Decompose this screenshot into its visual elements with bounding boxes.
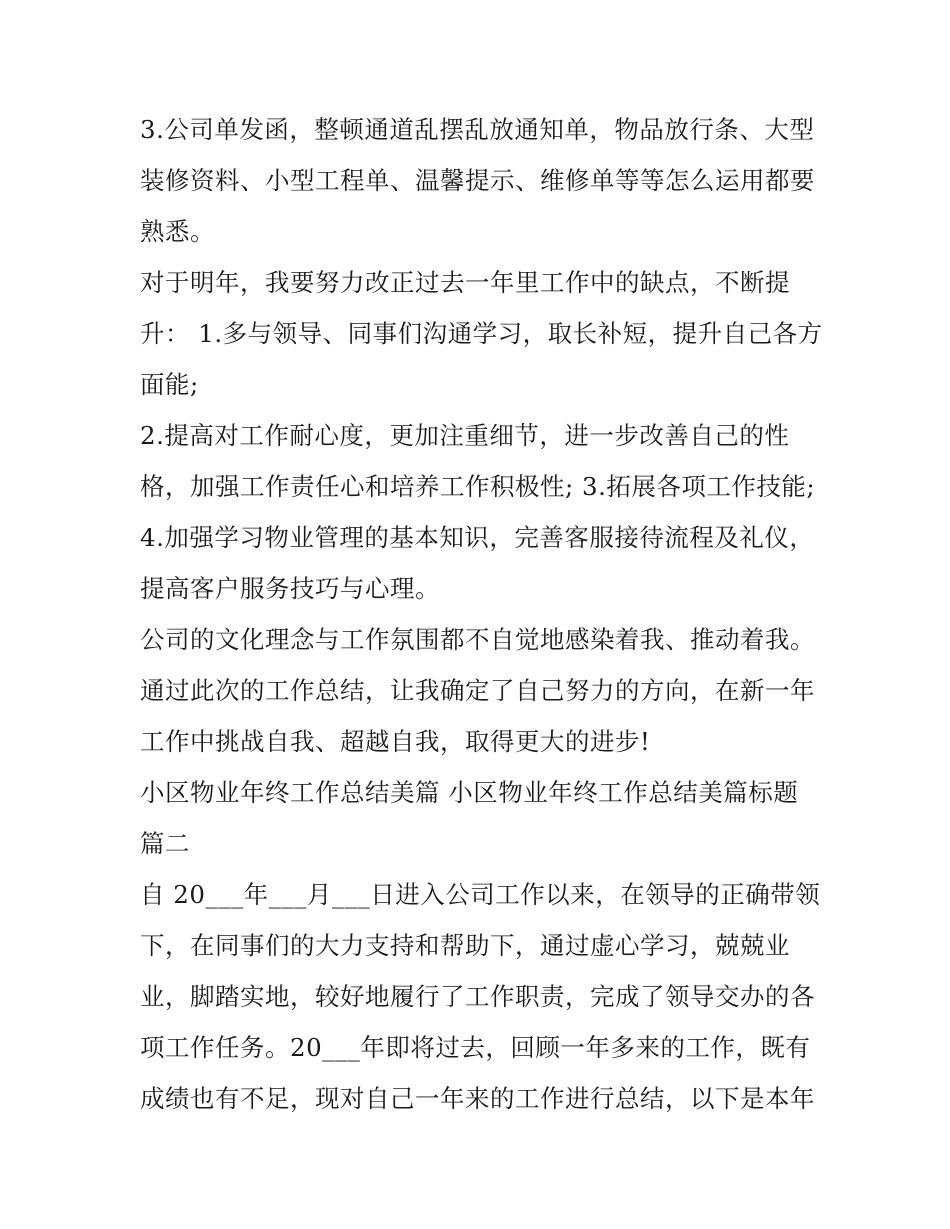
text-line: 面能; [140,370,199,399]
text-line: 4.加强学习物业管理的基本知识，完善客服接待流程及礼仪， [140,523,815,552]
text-line: 项工作任务。20___年即将过去，回顾一年多来的工作，既有 [140,1033,811,1062]
text-line: 自 20___年___月___日进入公司工作以来，在领导的正确带领 [140,880,821,909]
text-line: 升： 1.多与领导、同事们沟通学习，取长补短，提升自己各方 [140,319,823,348]
text-line: 2.提高对工作耐心度，更加注重细节，进一步改善自己的性 [140,421,790,450]
section-heading: 篇二 [140,829,190,858]
text-line: 通过此次的工作总结，让我确定了自己努力的方向，在新一年 [140,676,815,705]
text-line: 装修资料、小型工程单、温馨提示、维修单等等怎么运用都要 [140,166,815,195]
text-line: 下，在同事们的大力支持和帮助下，通过虚心学习，兢兢业 [140,931,790,960]
text-line: 对于明年，我要努力改正过去一年里工作中的缺点，不断提 [140,268,790,297]
section-heading: 小区物业年终工作总结美篇 小区物业年终工作总结美篇标题 [140,778,799,807]
text-line: 工作中挑战自我、超越自我，取得更大的进步! [140,727,651,756]
text-line: 成绩也有不足，现对自己一年来的工作进行总结，以下是本年 [140,1084,815,1113]
text-line: 提高客户服务技巧与心理。 [140,574,440,603]
text-line: 业，脚踏实地，较好地履行了工作职责，完成了领导交办的各 [140,982,815,1011]
text-line: 3.公司单发函，整顿通道乱摆乱放通知单，物品放行条、大型 [140,115,815,144]
text-line: 熟悉。 [140,217,215,246]
text-line: 格，加强工作责任心和培养工作积极性; 3.拓展各项工作技能; [140,472,816,501]
text-line: 公司的文化理念与工作氛围都不自觉地感染着我、推动着我。 [140,625,815,654]
document-body [140,104,823,1124]
